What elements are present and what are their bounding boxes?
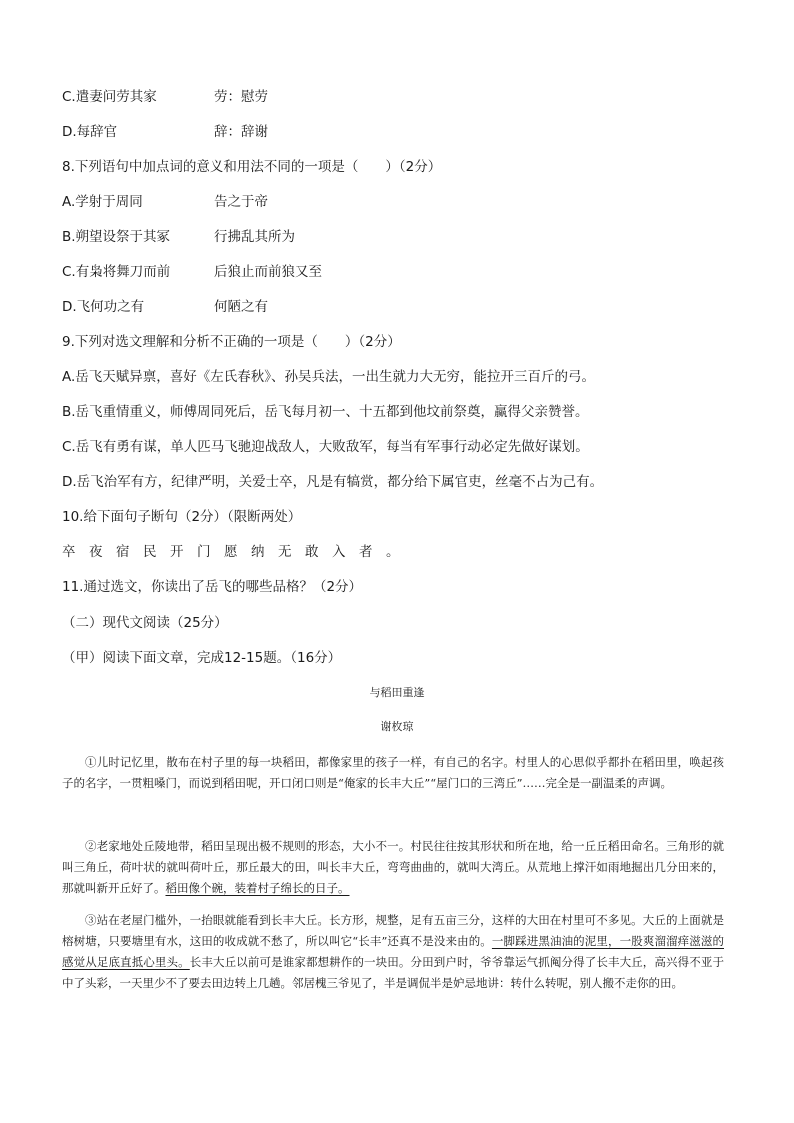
article-title: 与稻田重逢 [369, 686, 425, 699]
q7-option-c [62, 88, 268, 106]
q9-option-b: B.岳飞重情重义，师傅周同死后，岳飞每月初一、十五都到他坟前祭奠，赢得父亲赞誉。 [62, 404, 589, 420]
option-text: A.学射于周同 [62, 194, 143, 210]
option-compare: 行拂乱其所为 [214, 229, 295, 245]
paragraph-text: ③站在老屋门槛外，一抬眼就能看到长丰大丘。长方形，规整，足有五亩三分，这样的大田在村里可不多见。大丘的上面就是榕树塘，只要塘里有水，这田的收成就不愁了，所以叫它“长丰”还真不是没来由的。 [62, 913, 724, 948]
q8-option-b [62, 228, 295, 246]
option-compare: 告之于帝 [214, 194, 268, 210]
paragraph-text: ②老家地处丘陵地带，稻田呈现出极不规则的形态，大小不一。村民往往按其形状和所在地，给一丘丘稻田命名。三角形的就叫三角丘，荷叶状的就叫荷叶丘，那丘最大的田，叫长丰大丘，弯弯曲曲的，就叫大湾丘。从荒地上撑汗如雨地掘出几分田来的，那就叫新开丘好了。 [62, 839, 724, 895]
q9-option-d: D.岳飞治军有方，纪律严明，关爱士卒，凡是有犒赏，都分给下属官吏，丝毫不占为己有。 [62, 474, 604, 490]
section-heading: （二）现代文阅读（25分） [62, 615, 228, 631]
q10-sentence: 卒夜宿民开门愿纳无敢入者。 [62, 544, 413, 560]
underlined-sentence: 一脚踩进黑油油的泥里，一股爽溜溜痒滋滋的感觉从足底直抵心里头。 [62, 934, 724, 969]
q9-stem: 9.下列对选文理解和分析不正确的一项是（ ）（2分） [62, 334, 401, 350]
option-gloss: 辞：辞谢 [214, 124, 268, 140]
option-compare: 何陋之有 [214, 299, 268, 315]
article-paragraph-1: ①儿时记忆里，散布在村子里的每一块稻田，都像家里的孩子一样，有自己的名字。村里人的心思似乎都扑在稻田里，唤起孩子的名字，一贯粗嗓门，而说到稻田呢，开口闭口则是“俺家的长丰大丘”“屋门口的三湾丘”……完全是一副温柔的声调。 [62, 755, 724, 790]
option-text: B.朔望设祭于其冢 [62, 229, 171, 245]
q8-option-d [62, 298, 268, 316]
underlined-sentence: 稻田像个碗，装着村子绵长的日子。 [165, 881, 350, 895]
article-author: 谢枚琼 [380, 720, 414, 733]
q8-option-c [62, 263, 322, 281]
q11-stem: 11.通过选文，你读出了岳飞的哪些品格？（2分） [62, 579, 363, 595]
q8-option-a [62, 193, 268, 211]
option-text: C.遣妻问劳其家 [62, 89, 157, 105]
subsection-heading: （甲）阅读下面文章，完成12-15题。（16分） [62, 650, 342, 666]
q7-option-d [62, 123, 268, 141]
q8-stem: 8.下列语句中加点词的意义和用法不同的一项是（ ）（2分） [62, 159, 442, 175]
article-paragraph-2 [62, 836, 724, 899]
paragraph-text-continued: 长丰大丘以前可是谁家都想耕作的一块田。分田到户时，爷爷靠运气抓阄分得了长丰大丘，高兴得不亚于中了头彩，一天里少不了要去田边转上几趟。邻居槐三爷见了，半是调侃半是妒忌地讲：转什么转呢，别人搬不走你的田。 [62, 955, 724, 990]
option-text: C.有枭将舞刀而前 [62, 264, 171, 280]
option-text: D.每辞官 [62, 124, 118, 140]
option-gloss: 劳：慰劳 [214, 89, 268, 105]
option-compare: 后狼止而前狼又至 [214, 264, 322, 280]
q9-option-a: A.岳飞天赋异禀，喜好《左氏春秋》、孙吴兵法，一出生就力大无穷，能拉开三百斤的弓。 [62, 369, 596, 385]
article-paragraph-3 [62, 910, 724, 994]
q10-stem: 10.给下面句子断句（2分）（限断两处） [62, 509, 302, 525]
q9-option-c: C.岳飞有勇有谋，单人匹马飞驰迎战敌人，大败敌军，每当有军事行动必定先做好谋划。 [62, 439, 589, 455]
option-text: D.飞何功之有 [62, 299, 145, 315]
